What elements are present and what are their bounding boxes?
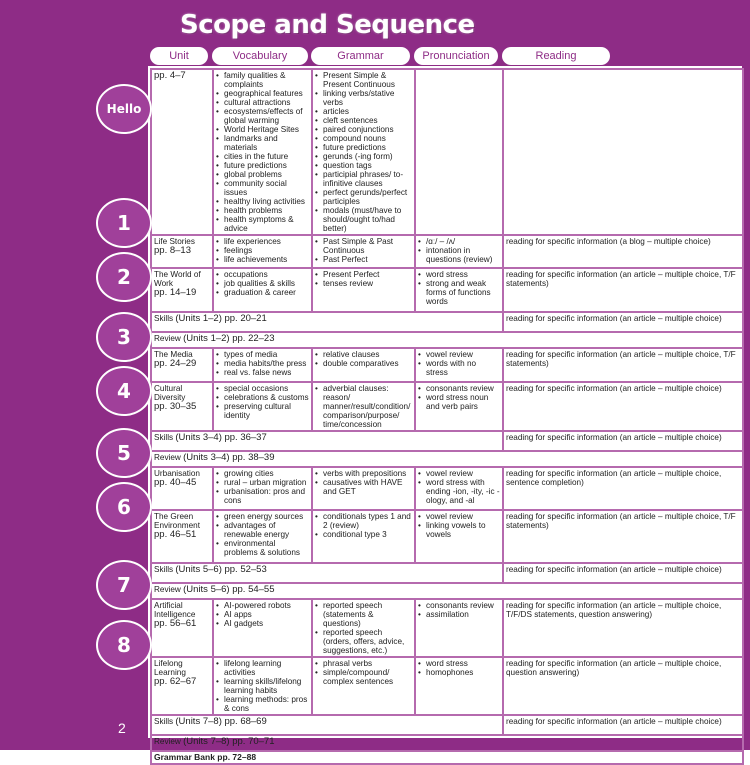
grammar-list bbox=[315, 270, 412, 288]
grammar-list-item: • participial phrases/ to-infinitive clauses bbox=[315, 170, 412, 188]
unit-name: Lifelong Learning bbox=[154, 659, 186, 677]
unit-pages: pp. 56–61 bbox=[154, 618, 197, 629]
vocabulary-list bbox=[216, 350, 309, 377]
grammar-list-item: • causatives with HAVE and GET bbox=[315, 478, 412, 496]
unit-pages: pp. 62–67 bbox=[154, 676, 197, 687]
pronunciation-list bbox=[418, 270, 500, 306]
vocabulary-list-item: • World Heritage Sites bbox=[216, 125, 309, 134]
pronunciation-list bbox=[418, 659, 500, 677]
grammar-cell bbox=[312, 382, 415, 431]
reading-cell: reading for specific information (an article – multiple choice, sentence completion) bbox=[503, 467, 743, 510]
unit-badge-5: 5 bbox=[96, 428, 152, 478]
pronunciation-cell bbox=[415, 599, 503, 657]
vocabulary-list-item: • AI-powered robots bbox=[216, 601, 309, 610]
review-cell bbox=[151, 735, 743, 751]
review-cell bbox=[151, 332, 743, 348]
unit-cell bbox=[151, 467, 213, 510]
pronunciation-list-item: • word stress bbox=[418, 659, 500, 668]
unit-badge-8: 8 bbox=[96, 620, 152, 670]
vocabulary-list-item: • healthy living activities bbox=[216, 197, 309, 206]
vocabulary-list-item: • health problems bbox=[216, 206, 309, 215]
vocabulary-list-item: • AI apps bbox=[216, 610, 309, 619]
pronunciation-list-item: • strong and weak forms of functions words bbox=[418, 279, 500, 306]
pronunciation-list-item: • assimilation bbox=[418, 610, 500, 619]
pronunciation-list-item: • word stress bbox=[418, 270, 500, 279]
skills-cell bbox=[151, 312, 503, 332]
skills-label: Skills bbox=[154, 433, 176, 442]
unit-cell bbox=[151, 235, 213, 268]
unit-name: Artificial Intelligence bbox=[154, 601, 196, 619]
unit-cell bbox=[151, 382, 213, 431]
grammar-cell bbox=[312, 268, 415, 312]
pronunciation-list-item: • word stress noun and verb pairs bbox=[418, 393, 500, 411]
skills-cell bbox=[151, 563, 503, 583]
pronunciation-list bbox=[418, 512, 500, 539]
grammar-list-item: • relative clauses bbox=[315, 350, 412, 359]
grammar-cell bbox=[312, 467, 415, 510]
unit-name: Life Stories bbox=[154, 237, 195, 246]
reading-cell: reading for specific information (an article – multiple choice) bbox=[503, 715, 743, 735]
page-title: Scope and Sequence bbox=[180, 10, 475, 40]
grammar-list-item: • modals (must/have to should/ought to/had better) bbox=[315, 206, 412, 233]
unit-pages: pp. 46–51 bbox=[154, 529, 197, 540]
review-cell bbox=[151, 451, 743, 467]
pronunciation-list-item: • /ɑː/ – /ʌ/ bbox=[418, 237, 500, 246]
vocabulary-cell bbox=[213, 69, 312, 235]
unit-name: Cultural Diversity bbox=[154, 384, 186, 402]
pronunciation-cell bbox=[415, 510, 503, 563]
pronunciation-list bbox=[418, 384, 500, 411]
skills-pages: (Units 5–6) pp. 52–53 bbox=[175, 564, 267, 575]
pronunciation-cell bbox=[415, 348, 503, 382]
review-cell bbox=[151, 583, 743, 599]
table-row bbox=[151, 382, 743, 431]
reading-cell: reading for specific information (an article – multiple choice) bbox=[503, 563, 743, 583]
review-pages: (Units 5–6) pp. 54–55 bbox=[183, 584, 275, 595]
grammar-list-item: • phrasal verbs bbox=[315, 659, 412, 668]
vocabulary-cell bbox=[213, 348, 312, 382]
vocabulary-list-item: • cities in the future bbox=[216, 152, 309, 161]
grammar-list bbox=[315, 384, 412, 429]
reading-cell: reading for specific information (an article – multiple choice, T/F statements) bbox=[503, 348, 743, 382]
vocabulary-cell bbox=[213, 599, 312, 657]
grammar-list-item: • Present Perfect bbox=[315, 270, 412, 279]
unit-pages: pp. 4–7 bbox=[154, 70, 186, 81]
grammar-cell bbox=[312, 348, 415, 382]
grammar-list-item: • simple/compound/ complex sentences bbox=[315, 668, 412, 686]
reading-cell: reading for specific information (a blog – multiple choice) bbox=[503, 235, 743, 268]
unit-badge-hello: Hello bbox=[96, 84, 152, 134]
grammar-list bbox=[315, 71, 412, 233]
grammar-list bbox=[315, 659, 412, 686]
header-grammar: Grammar bbox=[311, 47, 410, 65]
unit-cell bbox=[151, 69, 213, 235]
grammar-cell bbox=[312, 599, 415, 657]
vocabulary-cell bbox=[213, 382, 312, 431]
vocabulary-list-item: • environmental problems & solutions bbox=[216, 539, 309, 557]
grammar-list bbox=[315, 237, 412, 264]
review-pages: (Units 3–4) pp. 38–39 bbox=[183, 452, 275, 463]
scope-table bbox=[150, 68, 744, 765]
grammar-list-item: • verbs with prepositions bbox=[315, 469, 412, 478]
pronunciation-list bbox=[418, 469, 500, 505]
vocabulary-list-item: • media habits/the press bbox=[216, 359, 309, 368]
reading-cell: reading for specific information (an article – multiple choice) bbox=[503, 312, 743, 332]
pronunciation-list-item: • homophones bbox=[418, 668, 500, 677]
header-vocabulary: Vocabulary bbox=[212, 47, 308, 65]
skills-label: Skills bbox=[154, 314, 176, 323]
unit-pages: pp. 40–45 bbox=[154, 477, 197, 488]
grammar-list-item: • perfect gerunds/perfect participles bbox=[315, 188, 412, 206]
vocabulary-list bbox=[216, 384, 309, 420]
grammar-list-item: • Past Simple & Past Continuous bbox=[315, 237, 412, 255]
reading-cell: reading for specific information (an article – multiple choice, T/F/DS statements, question answering) bbox=[503, 599, 743, 657]
grammar-list-item: • articles bbox=[315, 107, 412, 116]
unit-pages: pp. 24–29 bbox=[154, 358, 197, 369]
vocabulary-list bbox=[216, 270, 309, 297]
grammar-list bbox=[315, 469, 412, 496]
reading-cell: reading for specific information (an article – multiple choice, question answering) bbox=[503, 657, 743, 715]
vocabulary-list-item: • health symptoms & advice bbox=[216, 215, 309, 233]
vocabulary-cell bbox=[213, 235, 312, 268]
grammar-list-item: • cleft sentences bbox=[315, 116, 412, 125]
page-number: 2 bbox=[118, 720, 126, 736]
vocabulary-list-item: • urbanisation: pros and cons bbox=[216, 487, 309, 505]
pronunciation-list-item: • words with no stress bbox=[418, 359, 500, 377]
pronunciation-list-item: • vowel review bbox=[418, 469, 500, 478]
vocabulary-list-item: • community social issues bbox=[216, 179, 309, 197]
vocabulary-list bbox=[216, 659, 309, 713]
grammar-list-item: • compound nouns bbox=[315, 134, 412, 143]
grammar-list-item: • question tags bbox=[315, 161, 412, 170]
pronunciation-list bbox=[418, 350, 500, 377]
skills-cell bbox=[151, 715, 503, 735]
vocabulary-list-item: • family qualities & complaints bbox=[216, 71, 309, 89]
pronunciation-cell bbox=[415, 382, 503, 431]
vocabulary-list-item: • growing cities bbox=[216, 469, 309, 478]
table-row bbox=[151, 332, 743, 348]
vocabulary-list-item: • green energy sources bbox=[216, 512, 309, 521]
vocabulary-list bbox=[216, 237, 309, 264]
vocabulary-list-item: • graduation & career bbox=[216, 288, 309, 297]
unit-cell bbox=[151, 510, 213, 563]
pronunciation-list-item: • word stress with ending -ion, -ity, -ic -ology, and -al bbox=[418, 478, 500, 505]
pronunciation-list-item: • vowel review bbox=[418, 512, 500, 521]
grammar-list-item: • reported speech (statements & questions) bbox=[315, 601, 412, 628]
grammar-list bbox=[315, 601, 412, 655]
unit-name: The Green Environment bbox=[154, 512, 200, 530]
vocabulary-cell bbox=[213, 467, 312, 510]
grammar-cell bbox=[312, 235, 415, 268]
skills-pages: (Units 3–4) pp. 36–37 bbox=[175, 432, 267, 443]
vocabulary-list-item: • special occasions bbox=[216, 384, 309, 393]
grammar-list-item: • gerunds (-ing form) bbox=[315, 152, 412, 161]
vocabulary-list-item: • life achievements bbox=[216, 255, 309, 264]
pronunciation-list-item: • consonants review bbox=[418, 384, 500, 393]
vocabulary-list-item: • life experiences bbox=[216, 237, 309, 246]
skills-label: Skills bbox=[154, 717, 176, 726]
pronunciation-cell bbox=[415, 235, 503, 268]
pronunciation-list bbox=[418, 601, 500, 619]
pronunciation-cell bbox=[415, 467, 503, 510]
grammar-list-item: • Past Perfect bbox=[315, 255, 412, 264]
vocabulary-list bbox=[216, 469, 309, 505]
vocabulary-list-item: • geographical features bbox=[216, 89, 309, 98]
grammar-list-item: • conditionals types 1 and 2 (review) bbox=[315, 512, 412, 530]
grammar-cell bbox=[312, 510, 415, 563]
vocabulary-cell bbox=[213, 657, 312, 715]
grammar-list-item: • future predictions bbox=[315, 143, 412, 152]
review-label: Review bbox=[154, 453, 184, 462]
vocabulary-list-item: • feelings bbox=[216, 246, 309, 255]
table-row bbox=[151, 583, 743, 599]
table-row bbox=[151, 348, 743, 382]
header-pronunciation: Pronunciation bbox=[414, 47, 498, 65]
unit-name: The Media bbox=[154, 350, 193, 359]
unit-cell bbox=[151, 268, 213, 312]
table-row bbox=[151, 467, 743, 510]
unit-cell bbox=[151, 657, 213, 715]
grammar-list-item: • tenses review bbox=[315, 279, 412, 288]
review-pages: (Units 7–8) pp. 70–71 bbox=[183, 736, 275, 747]
skills-label: Skills bbox=[154, 565, 176, 574]
table-row bbox=[151, 735, 743, 751]
vocabulary-list bbox=[216, 601, 309, 628]
table-row bbox=[151, 235, 743, 268]
reading-cell: reading for specific information (an article – multiple choice) bbox=[503, 382, 743, 431]
table-row bbox=[151, 657, 743, 715]
unit-badge-2: 2 bbox=[96, 252, 152, 302]
table-row bbox=[151, 268, 743, 312]
vocabulary-cell bbox=[213, 268, 312, 312]
unit-cell bbox=[151, 348, 213, 382]
reading-cell: reading for specific information (an article – multiple choice) bbox=[503, 431, 743, 451]
header-reading: Reading bbox=[502, 47, 610, 65]
vocabulary-list-item: • AI gadgets bbox=[216, 619, 309, 628]
grammar-list-item: • linking verbs/stative verbs bbox=[315, 89, 412, 107]
pronunciation-list-item: • vowel review bbox=[418, 350, 500, 359]
vocabulary-list-item: • occupations bbox=[216, 270, 309, 279]
vocabulary-list-item: • celebrations & customs bbox=[216, 393, 309, 402]
unit-badge-4: 4 bbox=[96, 366, 152, 416]
unit-name: Urbanisation bbox=[154, 469, 200, 478]
vocabulary-list-item: • landmarks and materials bbox=[216, 134, 309, 152]
vocabulary-list-item: • rural – urban migration bbox=[216, 478, 309, 487]
grammar-list bbox=[315, 350, 412, 368]
unit-pages: pp. 30–35 bbox=[154, 401, 197, 412]
grammar-list-item: • reported speech (orders, offers, advice, suggestions, etc.) bbox=[315, 628, 412, 655]
table-row bbox=[151, 599, 743, 657]
unit-name: The World of Work bbox=[154, 270, 201, 288]
grammar-list-item: • conditional type 3 bbox=[315, 530, 412, 539]
pronunciation-list-item: • consonants review bbox=[418, 601, 500, 610]
pronunciation-cell bbox=[415, 69, 503, 235]
table-row bbox=[151, 563, 743, 583]
grammar-list-item: • paired conjunctions bbox=[315, 125, 412, 134]
grammar-cell bbox=[312, 69, 415, 235]
pronunciation-list-item: • intonation in questions (review) bbox=[418, 246, 500, 264]
reading-cell: reading for specific information (an article – multiple choice, T/F statements) bbox=[503, 510, 743, 563]
review-label: Review bbox=[154, 737, 184, 746]
vocabulary-list-item: • learning skills/lifelong learning habits bbox=[216, 677, 309, 695]
vocabulary-list-item: • ecosystems/effects of global warming bbox=[216, 107, 309, 125]
grammar-list-item: • adverbial clauses: reason/ manner/result/condition/ comparison/purpose/ time/concession bbox=[315, 384, 412, 429]
skills-pages: (Units 7–8) pp. 68–69 bbox=[175, 716, 267, 727]
grammar-list-item: • Present Simple & Present Continuous bbox=[315, 71, 412, 89]
unit-cell bbox=[151, 599, 213, 657]
vocabulary-list-item: • advantages of renewable energy bbox=[216, 521, 309, 539]
vocabulary-list-item: • preserving cultural identity bbox=[216, 402, 309, 420]
vocabulary-list-item: • job qualities & skills bbox=[216, 279, 309, 288]
skills-cell bbox=[151, 431, 503, 451]
unit-badge-3: 3 bbox=[96, 312, 152, 362]
grammar-cell bbox=[312, 657, 415, 715]
review-label: Review bbox=[154, 334, 184, 343]
header-unit: Unit bbox=[150, 47, 208, 65]
pronunciation-cell bbox=[415, 268, 503, 312]
vocabulary-list-item: • cultural attractions bbox=[216, 98, 309, 107]
grammar-bank-cell: Grammar Bank pp. 72–88 bbox=[151, 751, 743, 764]
pronunciation-list-item: • linking vowels to vowels bbox=[418, 521, 500, 539]
reading-cell: reading for specific information (an article – multiple choice, T/F statements) bbox=[503, 268, 743, 312]
table-row bbox=[151, 312, 743, 332]
unit-badge-7: 7 bbox=[96, 560, 152, 610]
vocabulary-list-item: • learning methods: pros & cons bbox=[216, 695, 309, 713]
table-row bbox=[151, 431, 743, 451]
unit-pages: pp. 8–13 bbox=[154, 245, 191, 256]
vocabulary-list bbox=[216, 512, 309, 557]
vocabulary-list-item: • types of media bbox=[216, 350, 309, 359]
grammar-bank-row bbox=[151, 751, 743, 764]
vocabulary-list-item: • future predictions bbox=[216, 161, 309, 170]
vocabulary-cell bbox=[213, 510, 312, 563]
table-row bbox=[151, 451, 743, 467]
table-row bbox=[151, 715, 743, 735]
pronunciation-cell bbox=[415, 657, 503, 715]
pronunciation-list bbox=[418, 237, 500, 264]
table-row bbox=[151, 510, 743, 563]
unit-pages: pp. 14–19 bbox=[154, 287, 197, 298]
review-pages: (Units 1–2) pp. 22–23 bbox=[183, 333, 275, 344]
unit-badge-1: 1 bbox=[96, 198, 152, 248]
vocabulary-list-item: • real vs. false news bbox=[216, 368, 309, 377]
vocabulary-list-item: • lifelong learning activities bbox=[216, 659, 309, 677]
grammar-list-item: • double comparatives bbox=[315, 359, 412, 368]
skills-pages: (Units 1–2) pp. 20–21 bbox=[175, 313, 267, 324]
table-row bbox=[151, 69, 743, 235]
vocabulary-list bbox=[216, 71, 309, 233]
review-label: Review bbox=[154, 585, 184, 594]
vocabulary-list-item: • global problems bbox=[216, 170, 309, 179]
grammar-list bbox=[315, 512, 412, 539]
reading-cell bbox=[503, 69, 743, 235]
unit-badge-6: 6 bbox=[96, 482, 152, 532]
